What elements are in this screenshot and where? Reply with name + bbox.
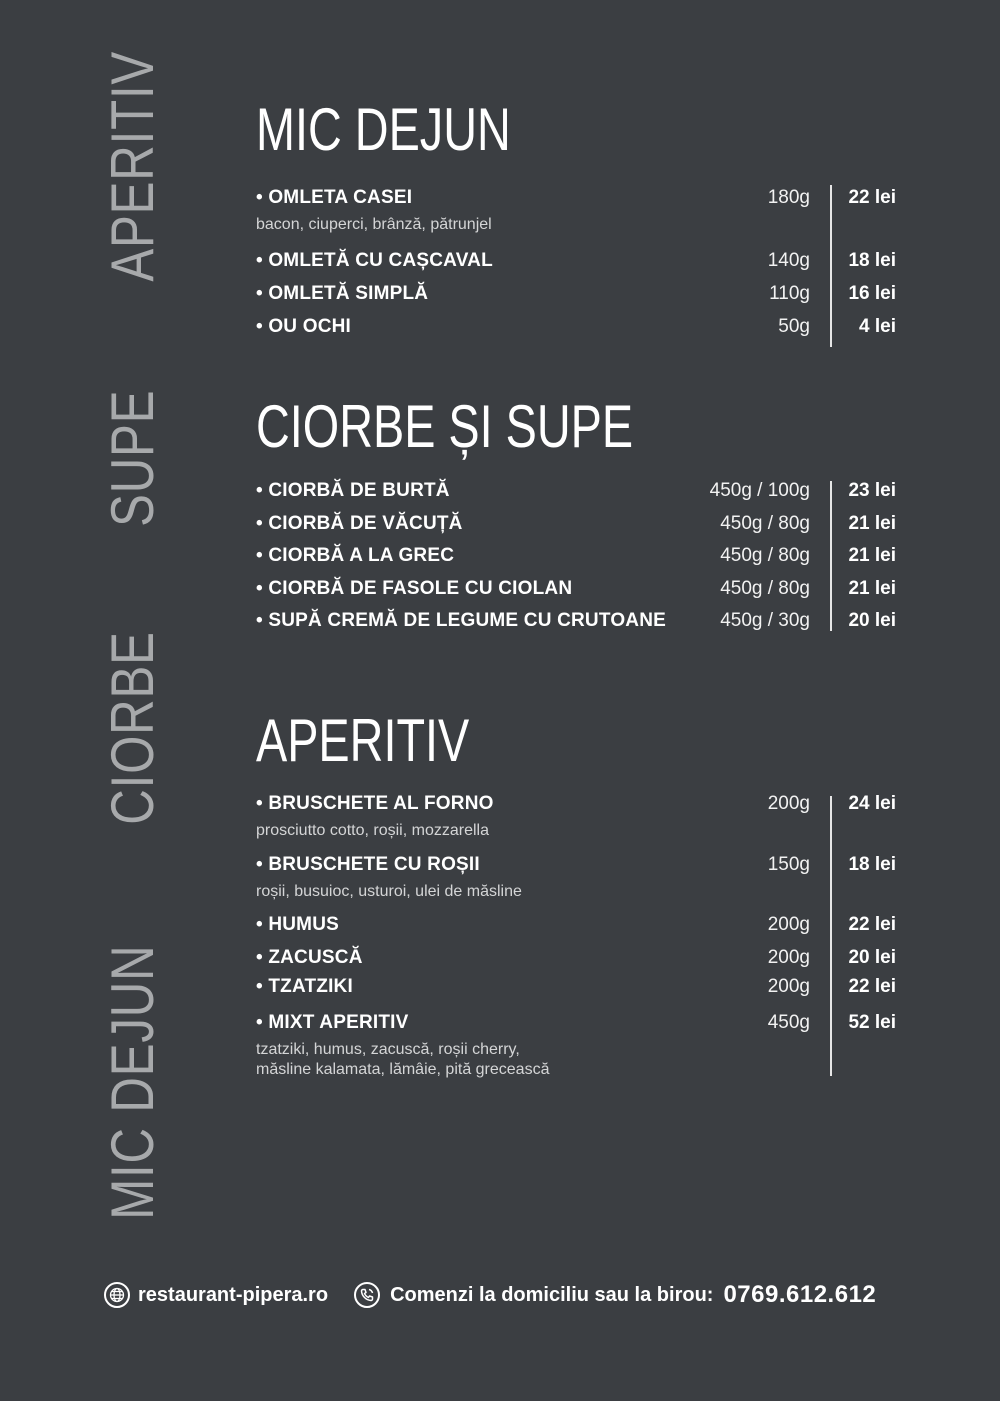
item-name: • OMLETĂ CU CAȘCAVAL: [256, 250, 493, 271]
side-category-strip: [50, 0, 200, 1260]
item-name: • CIORBĂ DE BURTĂ: [256, 480, 450, 501]
item-name: • OU OCHI: [256, 316, 352, 337]
section-title: MIC DEJUN: [256, 96, 511, 163]
item-name: • TZATZIKI: [256, 976, 353, 997]
section-title: APERITIV: [256, 707, 470, 774]
item-price: 4 lei: [859, 316, 896, 337]
item-weight: 50g: [778, 316, 810, 337]
item-name: • MIXT APERITIV: [256, 1012, 409, 1033]
menu-item: [256, 186, 896, 210]
section-ciorbe-si-supe: [256, 393, 896, 637]
item-weight: 450g: [767, 1012, 810, 1033]
item-weight: 110g: [769, 283, 810, 304]
menu-item: [256, 577, 896, 601]
item-weight: 450g / 80g: [720, 578, 810, 599]
menu-item: [256, 792, 896, 816]
menu-item: [256, 609, 896, 633]
item-price: 18 lei: [848, 250, 896, 271]
globe-icon: [104, 1282, 130, 1308]
item-price: 16 lei: [848, 283, 896, 304]
menu-item: [256, 282, 896, 306]
item-weight: 450g / 100g: [709, 480, 810, 501]
item-name: • BRUSCHETE AL FORNO: [256, 793, 494, 814]
item-name: • HUMUS: [256, 914, 339, 935]
menu-item: [256, 946, 896, 970]
item-name: • OMLETĂ SIMPLĂ: [256, 283, 429, 304]
item-description: roșii, busuioc, usturoi, ulei de măsline: [256, 883, 522, 900]
item-description: prosciutto cotto, roșii, mozzarella: [256, 822, 489, 839]
side-word-supe: SUPE: [98, 389, 166, 528]
item-price: 22 lei: [848, 914, 896, 935]
item-weight: 150g: [767, 854, 810, 875]
item-price: 18 lei: [848, 854, 896, 875]
item-name: • CIORBĂ A LA GREC: [256, 545, 455, 566]
item-price: 21 lei: [848, 513, 896, 534]
item-price: 21 lei: [848, 578, 896, 599]
item-weight: 200g: [767, 914, 810, 935]
menu-item: [256, 512, 896, 536]
menu-item: [256, 975, 896, 999]
phone-icon: [354, 1282, 380, 1308]
item-price: 20 lei: [848, 947, 896, 968]
menu-item: [256, 479, 896, 503]
item-price: 20 lei: [848, 610, 896, 631]
side-word-mic-dejun: MIC DEJUN: [98, 944, 166, 1220]
item-name: • SUPĂ CREMĂ DE LEGUME CU CRUTOANE: [256, 610, 667, 631]
footer: [104, 1280, 876, 1310]
item-weight: 450g / 30g: [720, 610, 810, 631]
menu-item: [256, 315, 896, 339]
item-description: bacon, ciuperci, brânză, pătrunjel: [256, 216, 492, 233]
item-price: 22 lei: [848, 187, 896, 208]
menu-item: [256, 249, 896, 273]
item-price: 24 lei: [848, 793, 896, 814]
section-aperitiv: [256, 707, 896, 1081]
item-name: • CIORBĂ DE VĂCUȚĂ: [256, 513, 463, 534]
item-name: • OMLETA CASEI: [256, 187, 413, 208]
side-word-aperitiv: APERITIV: [98, 50, 166, 282]
menu-item: [256, 544, 896, 568]
item-price: 21 lei: [848, 545, 896, 566]
delivery-text: Comenzi la domiciliu sau la birou:: [390, 1283, 714, 1306]
website-link[interactable]: restaurant-pipera.ro: [138, 1283, 329, 1306]
item-weight: 450g / 80g: [720, 545, 810, 566]
item-name: • BRUSCHETE CU ROȘII: [256, 854, 480, 875]
item-description: tzatziki, humus, zacuscă, roșii cherry,: [256, 1041, 520, 1058]
phone-number-link[interactable]: 0769.612.612: [723, 1281, 877, 1308]
item-weight: 450g / 80g: [720, 513, 810, 534]
item-weight: 200g: [767, 947, 810, 968]
item-name: • ZACUSCĂ: [256, 947, 363, 968]
item-weight: 180g: [767, 187, 810, 208]
side-word-ciorbe: CIORBE: [98, 631, 166, 826]
item-description: măsline kalamata, lămâie, pită grecească: [256, 1061, 550, 1078]
menu-item: [256, 913, 896, 937]
menu-item: [256, 853, 896, 877]
item-weight: 200g: [767, 793, 810, 814]
menu-item: [256, 1011, 896, 1035]
item-weight: 200g: [767, 976, 810, 997]
item-price: 22 lei: [848, 976, 896, 997]
section-title: CIORBE ȘI SUPE: [256, 393, 634, 460]
section-mic-dejun: [256, 96, 896, 360]
item-price: 52 lei: [848, 1012, 896, 1033]
side-category-words: [98, 50, 166, 1250]
item-name: • CIORBĂ DE FASOLE CU CIOLAN: [256, 578, 573, 599]
item-weight: 140g: [767, 250, 810, 271]
item-price: 23 lei: [848, 480, 896, 501]
